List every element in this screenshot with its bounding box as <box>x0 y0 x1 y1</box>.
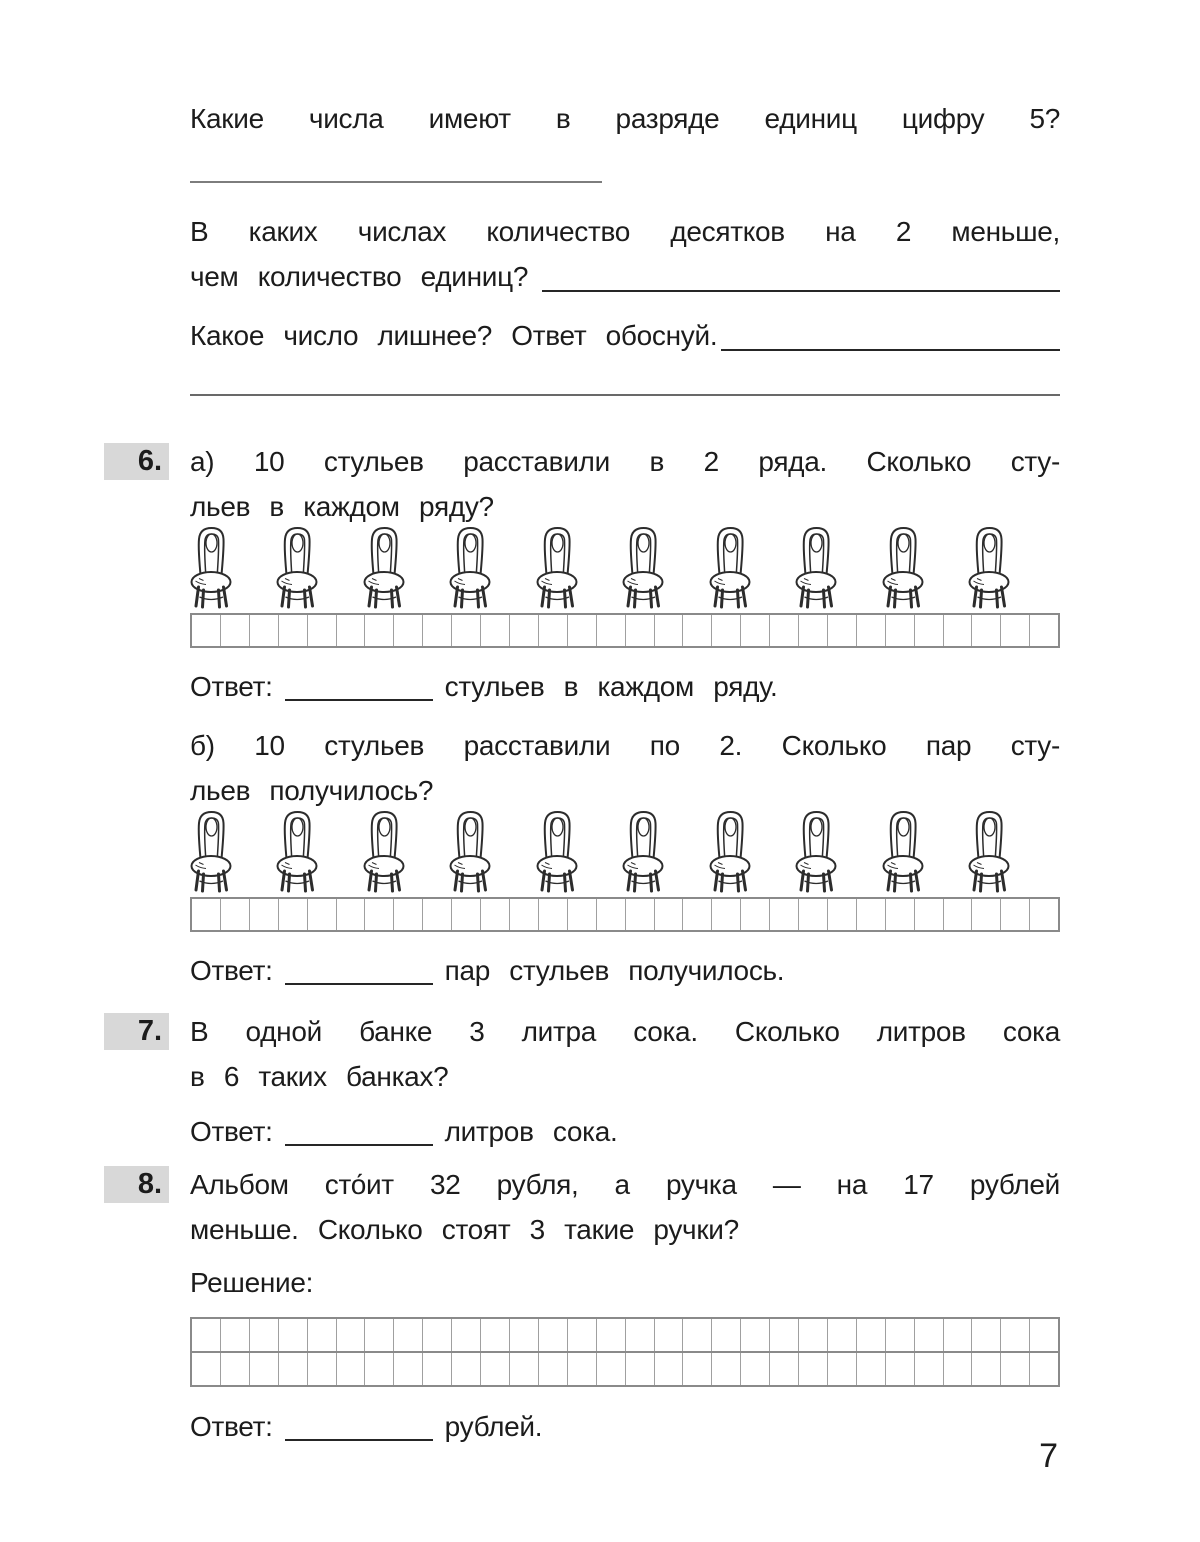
grid-cell <box>770 1319 799 1351</box>
grid-cell <box>279 899 308 930</box>
grid-cell <box>192 1353 221 1385</box>
grid-cell <box>972 1319 1001 1351</box>
grid-cell <box>481 615 510 646</box>
grid-cell <box>655 899 684 930</box>
grid-cell <box>510 615 539 646</box>
grid-cell <box>857 1319 886 1351</box>
chair-icon <box>276 523 320 611</box>
grid-cell <box>337 1353 366 1385</box>
grid-cell <box>279 1353 308 1385</box>
grid-cell <box>915 1319 944 1351</box>
grid-cell <box>539 899 568 930</box>
grid-cell <box>972 1353 1001 1385</box>
grid-cell <box>655 1319 684 1351</box>
intro-question-3-row <box>190 313 1060 358</box>
answer-rule-fill <box>721 349 1060 351</box>
grid-cell <box>394 615 423 646</box>
grid-cell <box>944 1353 973 1385</box>
grid-cell <box>944 1319 973 1351</box>
grid-cell <box>539 615 568 646</box>
grid-cell <box>857 1353 886 1385</box>
grid-cell <box>741 1319 770 1351</box>
grid-cell <box>886 1353 915 1385</box>
grid-cell <box>828 1353 857 1385</box>
intro-question-3: Какое число лишнее? Ответ обоснуй. <box>190 320 718 351</box>
chair-icon <box>363 523 407 611</box>
chair-icon <box>449 807 493 895</box>
grid-cell <box>452 1353 481 1385</box>
grid-cell <box>886 899 915 930</box>
grid-cell <box>1030 899 1058 930</box>
grid-cell <box>192 899 221 930</box>
chair-icon <box>536 807 580 895</box>
grid-cell <box>741 615 770 646</box>
task-8-number-badge: 8. <box>104 1166 169 1203</box>
grid-cell <box>972 615 1001 646</box>
grid-cell <box>626 1353 655 1385</box>
grid-cell <box>308 899 337 930</box>
chair-icon <box>449 523 493 611</box>
grid-cell <box>626 615 655 646</box>
chair-icon <box>536 523 580 611</box>
answer-label: Ответ: <box>190 1116 273 1147</box>
chair-icon <box>622 807 666 895</box>
grid-cell <box>655 1353 684 1385</box>
answer-grid-a <box>190 613 1060 648</box>
grid-cell <box>365 1353 394 1385</box>
intro-question-2-line2-row <box>190 254 1060 299</box>
grid-cell <box>423 1319 452 1351</box>
grid-cell <box>626 1319 655 1351</box>
task-6a-text-line1: а) 10 стульев расставили в 2 ряда. Сколько сту- <box>190 446 1060 477</box>
answer-label: Ответ: <box>190 955 273 986</box>
grid-cell <box>886 615 915 646</box>
answer-blank <box>285 1439 433 1441</box>
grid-cell <box>741 899 770 930</box>
grid-cell <box>597 615 626 646</box>
grid-cell <box>365 899 394 930</box>
grid-cell <box>510 1319 539 1351</box>
chair-icon <box>363 807 407 895</box>
grid-cell <box>655 615 684 646</box>
grid-cell <box>221 1319 250 1351</box>
grid-cell <box>1001 899 1030 930</box>
grid-cell <box>828 615 857 646</box>
grid-cell <box>192 1319 221 1351</box>
grid-row <box>192 899 1058 930</box>
grid-cell <box>279 615 308 646</box>
grid-cell <box>452 1319 481 1351</box>
solution-grid <box>190 1317 1060 1387</box>
grid-cell <box>394 1319 423 1351</box>
grid-cell <box>250 899 279 930</box>
task-6b-text-line1: б) 10 стульев расставили по 2. Сколько пар сту- <box>190 730 1060 761</box>
grid-cell <box>770 899 799 930</box>
page-number: 7 <box>1039 1437 1058 1475</box>
grid-cell <box>683 899 712 930</box>
grid-cell <box>308 1319 337 1351</box>
grid-row <box>192 615 1058 646</box>
task-8-text-line2: меньше. Сколько стоят 3 такие ручки? <box>190 1214 739 1245</box>
grid-cell <box>539 1319 568 1351</box>
grid-cell <box>308 1353 337 1385</box>
answer-blank <box>285 1144 433 1146</box>
task-7 <box>137 1009 1060 1154</box>
intro-question-2-line2: чем количество единиц? <box>190 261 529 292</box>
grid-cell <box>1030 1353 1058 1385</box>
chair-icon <box>709 523 753 611</box>
grid-cell <box>944 899 973 930</box>
grid-cell <box>828 899 857 930</box>
grid-cell <box>770 615 799 646</box>
task-7-number-badge: 7. <box>104 1013 169 1050</box>
chair-icon <box>968 523 1012 611</box>
grid-cell <box>799 899 828 930</box>
answer-suffix: рублей. <box>444 1411 543 1442</box>
grid-cell <box>568 899 597 930</box>
grid-cell <box>944 615 973 646</box>
chairs-row-b <box>190 807 1012 897</box>
answer-blank <box>285 699 433 701</box>
task-7-text-line1: В одной банке 3 литра сока. Сколько литров сока <box>190 1016 1060 1047</box>
chairs-row-a <box>190 523 1012 613</box>
chair-icon <box>882 807 926 895</box>
grid-cell <box>337 1319 366 1351</box>
chair-icon <box>276 807 320 895</box>
grid-cell <box>308 615 337 646</box>
task-6a-text-line2: льев в каждом ряду? <box>190 491 494 522</box>
grid-cell <box>683 1319 712 1351</box>
answer-row-7 <box>190 1109 1060 1154</box>
answer-blank <box>285 983 433 985</box>
grid-cell <box>337 899 366 930</box>
grid-row <box>192 1319 1058 1351</box>
grid-cell <box>770 1353 799 1385</box>
answer-suffix: пар стульев получилось. <box>444 955 785 986</box>
answer-grid-b <box>190 897 1060 932</box>
grid-cell <box>221 615 250 646</box>
answer-row-8 <box>190 1404 1060 1449</box>
grid-cell <box>221 1353 250 1385</box>
answer-suffix: литров сока. <box>444 1116 618 1147</box>
grid-cell <box>394 899 423 930</box>
grid-cell <box>857 615 886 646</box>
chair-icon <box>709 807 753 895</box>
task-8 <box>137 1162 1060 1449</box>
chair-icon <box>795 523 839 611</box>
grid-cell <box>915 899 944 930</box>
chair-icon <box>622 523 666 611</box>
grid-cell <box>481 899 510 930</box>
grid-cell <box>1001 615 1030 646</box>
section-divider <box>190 394 1060 396</box>
grid-cell <box>683 615 712 646</box>
grid-cell <box>423 615 452 646</box>
chair-icon <box>190 807 234 895</box>
grid-cell <box>510 899 539 930</box>
grid-cell <box>452 615 481 646</box>
grid-cell <box>1030 1319 1058 1351</box>
grid-cell <box>683 1353 712 1385</box>
answer-row-6b <box>190 948 1060 993</box>
grid-cell <box>423 1353 452 1385</box>
grid-cell <box>626 899 655 930</box>
grid-cell <box>972 899 1001 930</box>
chair-icon <box>795 807 839 895</box>
grid-cell <box>597 1319 626 1351</box>
grid-cell <box>568 1319 597 1351</box>
intro-question-2-line1: В каких числах количество десятков на 2 меньше, <box>190 216 1060 247</box>
grid-cell <box>423 899 452 930</box>
answer-rule-fill <box>542 290 1060 292</box>
grid-row <box>192 1351 1058 1385</box>
grid-cell <box>365 1319 394 1351</box>
grid-cell <box>597 899 626 930</box>
grid-cell <box>857 899 886 930</box>
grid-cell <box>510 1353 539 1385</box>
grid-cell <box>799 1353 828 1385</box>
grid-cell <box>250 1353 279 1385</box>
grid-cell <box>568 615 597 646</box>
page-content <box>137 0 1060 1449</box>
task-6 <box>137 439 1060 993</box>
grid-cell <box>192 615 221 646</box>
grid-cell <box>250 1319 279 1351</box>
grid-cell <box>915 615 944 646</box>
grid-cell <box>250 615 279 646</box>
task-7-text-line2: в 6 таких банках? <box>190 1061 449 1092</box>
grid-cell <box>712 1319 741 1351</box>
grid-cell <box>365 615 394 646</box>
answer-label: Ответ: <box>190 1411 273 1442</box>
grid-cell <box>712 615 741 646</box>
task-8-text-line1: Альбом сто́ит 32 рубля, а ручка — на 17 рублей <box>190 1169 1060 1200</box>
intro-question-1: Какие числа имеют в разряде единиц цифру 5? <box>190 103 1060 134</box>
grid-cell <box>799 1319 828 1351</box>
chair-icon <box>882 523 926 611</box>
grid-cell <box>799 615 828 646</box>
grid-cell <box>568 1353 597 1385</box>
grid-cell <box>1001 1353 1030 1385</box>
chair-icon <box>968 807 1012 895</box>
chair-icon <box>190 523 234 611</box>
solution-label: Решение: <box>190 1267 314 1298</box>
grid-cell <box>452 899 481 930</box>
grid-cell <box>539 1353 568 1385</box>
answer-row-6a <box>190 664 1060 709</box>
task-6b-text-line2: льев получилось? <box>190 775 434 806</box>
answer-label: Ответ: <box>190 671 273 702</box>
grid-cell <box>221 899 250 930</box>
task-6-number-badge: 6. <box>104 443 169 480</box>
grid-cell <box>886 1319 915 1351</box>
answer-suffix: стульев в каждом ряду. <box>444 671 778 702</box>
grid-cell <box>481 1319 510 1351</box>
grid-cell <box>597 1353 626 1385</box>
grid-cell <box>828 1319 857 1351</box>
grid-cell <box>337 615 366 646</box>
grid-cell <box>741 1353 770 1385</box>
grid-cell <box>1030 615 1058 646</box>
answer-rule-blank <box>190 181 602 183</box>
grid-cell <box>712 1353 741 1385</box>
grid-cell <box>712 899 741 930</box>
grid-cell <box>1001 1319 1030 1351</box>
grid-cell <box>394 1353 423 1385</box>
grid-cell <box>279 1319 308 1351</box>
grid-cell <box>481 1353 510 1385</box>
grid-cell <box>915 1353 944 1385</box>
